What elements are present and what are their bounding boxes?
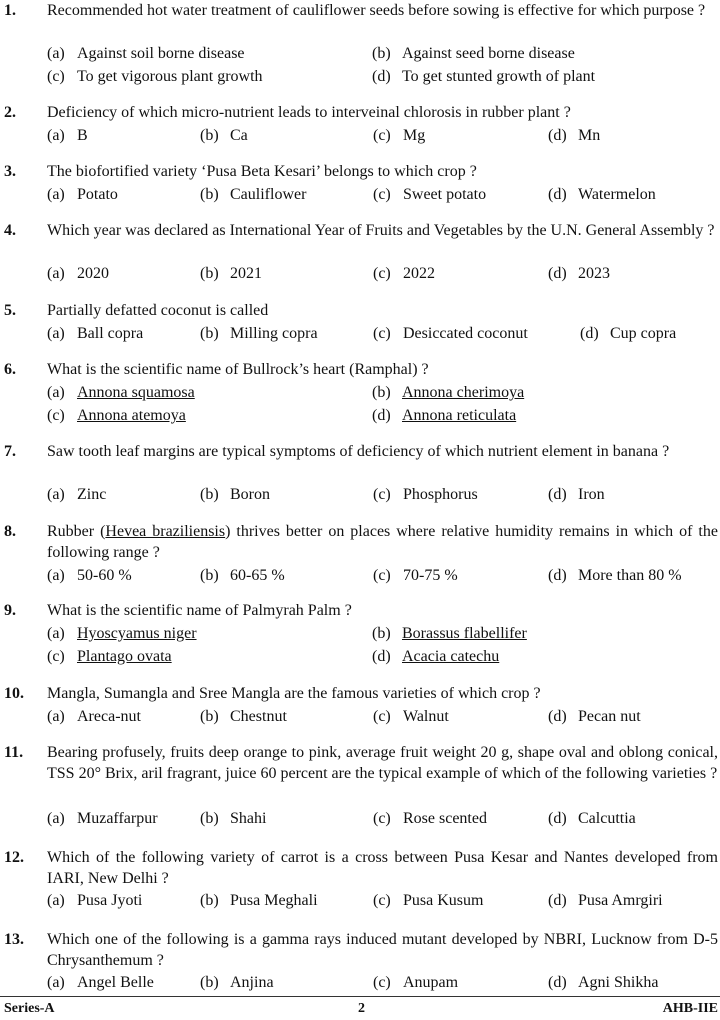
question-text: What is the scientific name of Bullrock’s heart (Ramphal) ? [47,361,429,378]
option-b: (b) Annona cherimoya [372,384,525,401]
option-d: (d) To get stunted growth of plant [372,68,596,85]
option-c: (c) Desiccated coconut [373,325,528,342]
question-text: Deficiency of which micro-nutrient leads to interveinal chlorosis in rubber plant ? [47,104,571,121]
option-c: (c) Phosphorus [373,486,478,503]
option-c: (c) Rose scented [373,810,487,827]
question-number: 10. [4,685,24,702]
question-text: Mangla, Sumangla and Sree Mangla are the famous varieties of which crop ? [47,685,541,702]
question-text: Bearing profusely, fruits deep orange to pink, average fruit weight 20 g, shape oval and oblong conical, TSS 20° Brix, aril fragrant, juice 60 percent are the typical example of which of the following varieties ? [47,744,718,782]
option-c: (c) To get vigorous plant growth [47,68,263,85]
question-number: 6. [4,361,16,378]
option-d: (d) Calcuttia [548,810,636,827]
question-text: Recommended hot water treatment of cauliflower seeds before sowing is effective for which purpose ? [47,2,706,19]
option-b: (b) Chestnut [200,708,287,725]
question-number: 5. [4,302,16,319]
footer-series: Series-A [4,1001,55,1016]
option-a: (a) 50-60 % [47,567,132,584]
option-a: (a) Pusa Jyoti [47,892,143,909]
option-b: (b) Against seed borne disease [372,45,575,62]
option-c: (c) Pusa Kusum [373,892,484,909]
option-d: (d) Cup copra [580,325,677,342]
option-c: (c) Anupam [373,974,459,991]
question-number: 7. [4,443,16,460]
option-a: (a) 2020 [47,265,109,282]
option-b: (b) Milling copra [200,325,318,342]
scientific-name: Hevea braziliensis [105,523,226,540]
question-number: 8. [4,523,16,540]
option-d: (d) Pusa Amrgiri [548,892,663,909]
question-number: 12. [4,849,24,866]
question-number: 4. [4,222,16,239]
question-text: What is the scientific name of Palmyrah Palm ? [47,602,352,619]
option-b: (b) Cauliflower [200,186,307,203]
option-b: (b) Ca [200,127,248,144]
question-number: 1. [4,2,16,19]
option-a: (a) Areca-nut [47,708,141,725]
option-b: (b) Borassus flabellifer [372,625,527,642]
option-a: (a) Angel Belle [47,974,154,991]
question-text: Saw tooth leaf margins are typical symptoms of deficiency of which nutrient element in banana ? [47,443,670,460]
question-number: 11. [4,744,24,761]
option-a: (a) Hyoscyamus niger [47,625,197,642]
option-d: (d) Acacia catechu [372,648,500,665]
option-c: (c) Annona atemoya [47,407,186,424]
question-number: 2. [4,104,16,121]
option-d: (d) Watermelon [548,186,656,203]
question-number: 3. [4,163,16,180]
option-a: (a) Against soil borne disease [47,45,245,62]
question-text: Rubber (Hevea braziliensis) thrives better on places where relative humidity remains in which of the following range ? [47,523,718,561]
option-b: (b) Shahi [200,810,267,827]
option-a: (a) Annona squamosa [47,384,195,401]
question-text: Which one of the following is a gamma rays induced mutant developed by NBRI, Lucknow from D-5 Chrysanthemum ? [47,931,718,969]
question-text: Partially defatted coconut is called [47,302,269,319]
option-d: (d) Pecan nut [548,708,641,725]
question-number: 13. [4,931,24,948]
question-number: 9. [4,602,16,619]
option-a: (a) Potato [47,186,118,203]
page-number: 2 [358,1001,365,1016]
option-d: (d) 2023 [548,265,610,282]
option-b: (b) Boron [200,486,270,503]
option-a: (a) B [47,127,88,144]
option-d: (d) Agni Shikha [548,974,659,991]
option-b: (b) Pusa Meghali [200,892,318,909]
question-text: The biofortified variety ‘Pusa Beta Kesari’ belongs to which crop ? [47,163,477,180]
option-c: (c) 2022 [373,265,435,282]
option-d: (d) Mn [548,127,601,144]
option-c: (c) Mg [373,127,426,144]
option-b: (b) 60-65 % [200,567,285,584]
footer-divider [0,996,720,997]
option-d: (d) Annona reticulata [372,407,517,424]
question-text: Which year was declared as International Year of Fruits and Vegetables by the U.N. General Assembly ? [47,222,715,239]
option-c: (c) Plantago ovata [47,648,172,665]
option-d: (d) More than 80 % [548,567,682,584]
option-b: (b) 2021 [200,265,262,282]
question-text: Which of the following variety of carrot is a cross between Pusa Kesar and Nantes developed from IARI, New Delhi ? [47,849,718,887]
option-b: (b) Anjina [200,974,274,991]
option-d: (d) Iron [548,486,605,503]
option-a: (a) Ball copra [47,325,144,342]
option-a: (a) Muzaffarpur [47,810,158,827]
option-c: (c) 70-75 % [373,567,458,584]
option-a: (a) Zinc [47,486,107,503]
paper-code: AHB-IIE [662,1001,718,1016]
option-c: (c) Walnut [373,708,449,725]
option-c: (c) Sweet potato [373,186,487,203]
